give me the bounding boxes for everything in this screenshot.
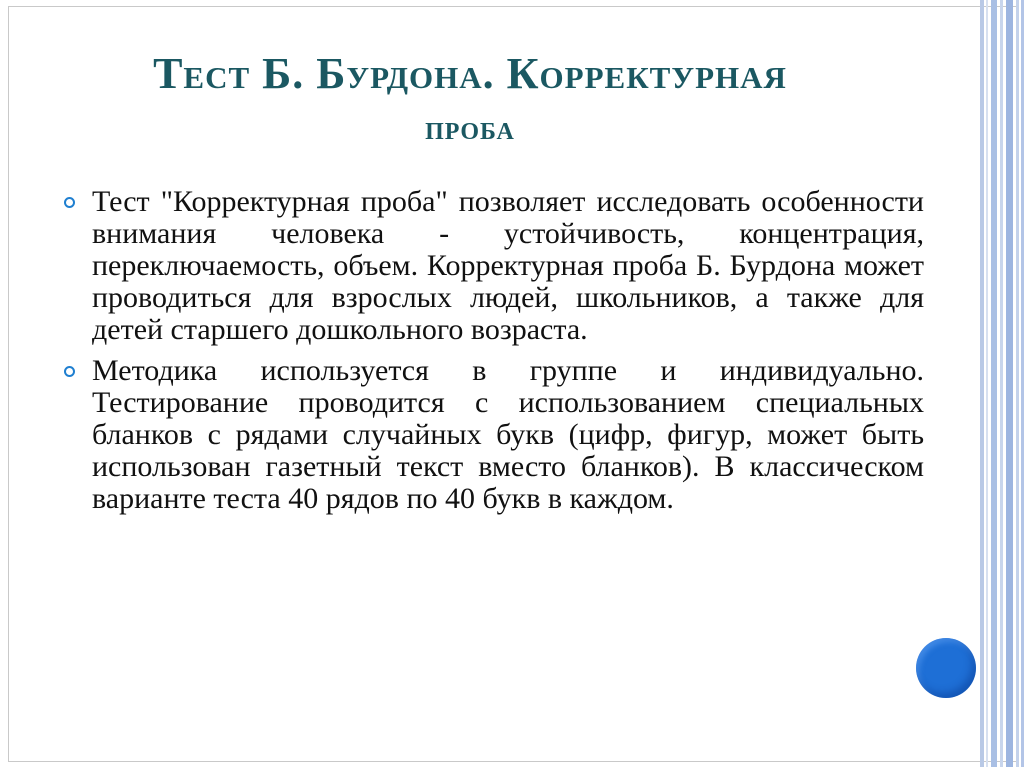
stripe — [1000, 0, 1003, 767]
stripe — [1016, 0, 1019, 767]
ring-bullet-icon — [64, 197, 75, 208]
stripe — [1006, 0, 1013, 767]
title-line-2: проба — [425, 110, 515, 147]
bullet-item — [62, 186, 924, 346]
bullet-text: Тест "Корректурная проба" позволяет исследовать особенности внимания человека - устойчивость, концентрация, переключаемость, объем. Корректурная проба Б. Бурдона может проводиться для взрослых людей, школьников, а также для детей старшего дошкольного возраста. — [92, 185, 924, 346]
stripe — [986, 0, 988, 767]
title-line-1: Тест Б. Бурдона. Корректурная — [153, 49, 787, 98]
bullet-item — [62, 355, 924, 515]
ring-bullet-icon — [64, 366, 75, 377]
blue-circle-decoration-icon — [916, 638, 976, 698]
decorative-stripes — [980, 0, 1024, 767]
slide-content — [62, 186, 924, 524]
stripe — [980, 0, 984, 767]
stripe — [991, 0, 997, 767]
slide-title — [60, 48, 880, 152]
bullet-text: Методика используется в группе и индивидуально. Тестирование проводится с использованием специальных бланков с рядами случайных букв (цифр, фигур, может быть использован газетный текст вместо бланков). В классическом варианте теста 40 рядов по 40 букв в каждом. — [92, 354, 924, 515]
